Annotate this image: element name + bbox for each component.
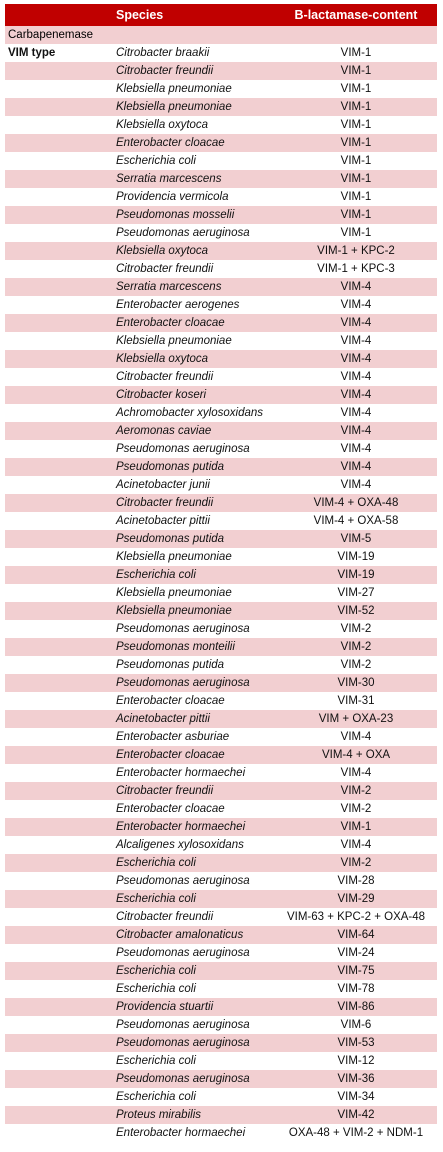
content-cell: VIM-4 bbox=[340, 281, 372, 293]
species-cell: Acinetobacter junii bbox=[116, 479, 210, 491]
species-cell: Klebsiella oxytoca bbox=[116, 353, 209, 365]
species-cell: Citrobacter koseri bbox=[116, 389, 207, 401]
table-row bbox=[5, 1070, 437, 1088]
group-cell bbox=[5, 818, 110, 836]
content-cell: VIM-1 bbox=[340, 83, 372, 95]
content-cell: VIM-4 bbox=[340, 335, 372, 347]
table-row bbox=[5, 152, 437, 170]
group-cell bbox=[5, 170, 110, 188]
table-row bbox=[5, 980, 437, 998]
table-row bbox=[5, 566, 437, 584]
content-cell: VIM-4 bbox=[340, 731, 372, 743]
table-row bbox=[5, 1124, 437, 1142]
content-cell: VIM-27 bbox=[337, 587, 375, 599]
group-cell bbox=[5, 1070, 110, 1088]
group-cell bbox=[5, 242, 110, 260]
species-cell: Klebsiella oxytoca bbox=[116, 119, 209, 131]
content-cell: VIM-24 bbox=[337, 947, 375, 959]
table-row bbox=[5, 620, 437, 638]
content-cell: VIM-5 bbox=[340, 533, 372, 545]
table-row bbox=[5, 80, 437, 98]
content-cell: VIM-64 bbox=[337, 929, 375, 941]
species-cell: Citrobacter freundii bbox=[116, 65, 214, 77]
table-row bbox=[5, 44, 437, 62]
group-cell bbox=[5, 332, 110, 350]
group-cell bbox=[5, 476, 110, 494]
table-row bbox=[5, 62, 437, 80]
species-cell: Achromobacter xylosoxidans bbox=[116, 407, 264, 419]
species-cell: Citrobacter braakii bbox=[116, 47, 210, 59]
species-cell: Providencia vermicola bbox=[116, 191, 229, 203]
group-cell bbox=[5, 890, 110, 908]
species-cell: Enterobacter cloacae bbox=[116, 137, 225, 149]
species-cell: Citrobacter freundii bbox=[116, 371, 214, 383]
table-row bbox=[5, 674, 437, 692]
table-row bbox=[5, 386, 437, 404]
species-cell: Enterobacter cloacae bbox=[116, 803, 225, 815]
group-cell bbox=[5, 494, 110, 512]
header-content: B-lactamase-content bbox=[294, 8, 418, 22]
species-cell: Pseudomonas monteilii bbox=[116, 641, 235, 653]
content-cell: VIM-52 bbox=[337, 605, 375, 617]
group-cell bbox=[5, 206, 110, 224]
table-row bbox=[5, 278, 437, 296]
species-cell: Proteus mirabilis bbox=[116, 1109, 201, 1121]
group-cell bbox=[5, 296, 110, 314]
table-row bbox=[5, 494, 437, 512]
table-row bbox=[5, 458, 437, 476]
table-row bbox=[5, 944, 437, 962]
group-cell bbox=[5, 98, 110, 116]
table-row bbox=[5, 890, 437, 908]
group-cell bbox=[5, 116, 110, 134]
table-row bbox=[5, 440, 437, 458]
table-row bbox=[5, 818, 437, 836]
content-cell: VIM-1 bbox=[340, 209, 372, 221]
table-row bbox=[5, 548, 437, 566]
species-cell: Pseudomonas mosselii bbox=[116, 209, 235, 221]
group-cell bbox=[5, 188, 110, 206]
table-row bbox=[5, 98, 437, 116]
species-cell: Pseudomonas aeruginosa bbox=[116, 947, 250, 959]
species-cell: Providencia stuartii bbox=[116, 1001, 214, 1013]
group-cell bbox=[5, 314, 110, 332]
table-row bbox=[5, 170, 437, 188]
group-cell bbox=[5, 440, 110, 458]
species-cell: Klebsiella pneumoniae bbox=[116, 101, 232, 113]
table-row bbox=[5, 710, 437, 728]
group-cell bbox=[5, 656, 110, 674]
content-cell: VIM-42 bbox=[337, 1109, 375, 1121]
group-cell bbox=[5, 134, 110, 152]
table-row bbox=[5, 332, 437, 350]
content-cell: VIM-4 bbox=[340, 371, 372, 383]
group-cell bbox=[5, 386, 110, 404]
table-row bbox=[5, 530, 437, 548]
content-cell: VIM-4 bbox=[340, 479, 372, 491]
content-cell: VIM-4 bbox=[340, 767, 372, 779]
table-row bbox=[5, 638, 437, 656]
content-cell: VIM-1 bbox=[340, 119, 372, 131]
species-cell: Klebsiella pneumoniae bbox=[116, 605, 232, 617]
group-cell bbox=[5, 764, 110, 782]
content-cell: VIM-1 + KPC-3 bbox=[317, 263, 395, 275]
content-cell: VIM-1 bbox=[340, 821, 372, 833]
species-cell: Pseudomonas aeruginosa bbox=[116, 1073, 250, 1085]
species-cell: Citrobacter freundii bbox=[116, 911, 214, 923]
table-row bbox=[5, 908, 437, 926]
species-cell: Klebsiella oxytoca bbox=[116, 245, 209, 257]
content-cell: VIM-2 bbox=[340, 857, 372, 869]
content-cell: VIM-2 bbox=[340, 659, 372, 671]
table-row bbox=[5, 602, 437, 620]
content-cell: VIM-1 bbox=[340, 191, 372, 203]
content-cell: VIM-31 bbox=[337, 695, 375, 707]
species-table bbox=[5, 4, 437, 1142]
species-cell: Enterobacter hormaechei bbox=[116, 821, 246, 833]
content-cell: VIM-63 + KPC-2 + OXA-48 bbox=[286, 911, 426, 923]
table-row bbox=[5, 512, 437, 530]
species-cell: Klebsiella pneumoniae bbox=[116, 83, 232, 95]
group-cell bbox=[5, 944, 110, 962]
content-cell: VIM-4 bbox=[340, 461, 372, 473]
content-cell: VIM-4 bbox=[340, 353, 372, 365]
group-cell bbox=[5, 728, 110, 746]
species-cell: Pseudomonas putida bbox=[116, 461, 225, 473]
species-cell: Aeromonas caviae bbox=[116, 425, 212, 437]
content-cell: VIM-2 bbox=[340, 641, 372, 653]
content-cell: VIM-1 bbox=[340, 101, 372, 113]
table-row bbox=[5, 1016, 437, 1034]
species-cell: Enterobacter hormaechei bbox=[116, 1127, 246, 1139]
group-cell bbox=[5, 260, 110, 278]
table-row bbox=[5, 764, 437, 782]
content-cell: VIM-2 bbox=[340, 803, 372, 815]
group-label: VIM type bbox=[8, 47, 56, 59]
species-cell: Pseudomonas putida bbox=[116, 533, 225, 545]
species-cell: Serratia marcescens bbox=[116, 281, 222, 293]
species-cell: Escherichia coli bbox=[116, 893, 196, 905]
species-cell: Pseudomonas putida bbox=[116, 659, 225, 671]
table-row bbox=[5, 800, 437, 818]
group-cell bbox=[5, 854, 110, 872]
group-cell bbox=[5, 584, 110, 602]
species-cell: Enterobacter hormaechei bbox=[116, 767, 246, 779]
header-blank-cell bbox=[5, 4, 110, 26]
group-cell bbox=[5, 692, 110, 710]
table-row bbox=[5, 188, 437, 206]
content-cell: VIM-6 bbox=[340, 1019, 372, 1031]
group-cell bbox=[5, 404, 110, 422]
species-cell: Klebsiella pneumoniae bbox=[116, 551, 232, 563]
species-cell: Pseudomonas aeruginosa bbox=[116, 443, 250, 455]
group-cell bbox=[5, 836, 110, 854]
group-cell bbox=[5, 512, 110, 530]
species-cell: Escherichia coli bbox=[116, 857, 196, 869]
table-row bbox=[5, 962, 437, 980]
table-row bbox=[5, 368, 437, 386]
content-cell: VIM-1 bbox=[340, 65, 372, 77]
content-cell: VIM-2 bbox=[340, 623, 372, 635]
group-cell bbox=[5, 224, 110, 242]
table-row bbox=[5, 1106, 437, 1124]
content-cell: VIM-1 + KPC-2 bbox=[317, 245, 395, 257]
species-cell: Pseudomonas aeruginosa bbox=[116, 227, 250, 239]
group-cell bbox=[5, 746, 110, 764]
species-cell: Klebsiella pneumoniae bbox=[116, 587, 232, 599]
table-row bbox=[5, 584, 437, 602]
species-cell: Enterobacter cloacae bbox=[116, 317, 225, 329]
content-cell: VIM-4 bbox=[340, 425, 372, 437]
species-cell: Pseudomonas aeruginosa bbox=[116, 875, 250, 887]
content-cell: VIM-4 bbox=[340, 299, 372, 311]
species-cell: Escherichia coli bbox=[116, 983, 196, 995]
table-row bbox=[5, 728, 437, 746]
content-cell: VIM-36 bbox=[337, 1073, 375, 1085]
content-cell: VIM-75 bbox=[337, 965, 375, 977]
content-cell: OXA-48 + VIM-2 + NDM-1 bbox=[288, 1127, 424, 1139]
species-cell: Pseudomonas aeruginosa bbox=[116, 677, 250, 689]
group-cell bbox=[5, 530, 110, 548]
group-cell bbox=[5, 800, 110, 818]
table-row bbox=[5, 782, 437, 800]
group-cell bbox=[5, 674, 110, 692]
group-cell bbox=[5, 602, 110, 620]
content-cell: VIM-2 bbox=[340, 785, 372, 797]
group-cell bbox=[5, 422, 110, 440]
species-cell: Citrobacter freundii bbox=[116, 263, 214, 275]
group-cell bbox=[5, 980, 110, 998]
group-cell bbox=[5, 962, 110, 980]
species-cell: Serratia marcescens bbox=[116, 173, 222, 185]
content-cell: VIM-86 bbox=[337, 1001, 375, 1013]
table-row bbox=[5, 926, 437, 944]
group-cell bbox=[5, 1016, 110, 1034]
content-cell: VIM-1 bbox=[340, 155, 372, 167]
content-cell: VIM-12 bbox=[337, 1055, 375, 1067]
group-cell bbox=[5, 1124, 110, 1142]
table-row bbox=[5, 1052, 437, 1070]
content-cell: VIM-78 bbox=[337, 983, 375, 995]
group-cell bbox=[5, 1106, 110, 1124]
group-cell bbox=[5, 872, 110, 890]
content-cell: VIM-4 bbox=[340, 407, 372, 419]
group-cell bbox=[5, 1034, 110, 1052]
table-row bbox=[5, 296, 437, 314]
group-cell bbox=[5, 152, 110, 170]
table-row bbox=[5, 746, 437, 764]
group-cell bbox=[5, 620, 110, 638]
species-cell: Escherichia coli bbox=[116, 1091, 196, 1103]
content-cell: VIM-4 + OXA bbox=[321, 749, 391, 761]
species-cell: Acinetobacter pittii bbox=[116, 713, 210, 725]
group-cell bbox=[5, 998, 110, 1016]
content-cell: VIM-1 bbox=[340, 47, 372, 59]
species-cell: Pseudomonas aeruginosa bbox=[116, 1037, 250, 1049]
species-cell: Enterobacter cloacae bbox=[116, 695, 225, 707]
species-cell: Citrobacter amalonaticus bbox=[116, 929, 244, 941]
group-cell bbox=[5, 710, 110, 728]
content-cell: VIM-28 bbox=[337, 875, 375, 887]
species-cell: Klebsiella pneumoniae bbox=[116, 335, 232, 347]
category-row: Carbapenemase bbox=[5, 26, 437, 44]
table-row bbox=[5, 1034, 437, 1052]
content-cell: VIM-29 bbox=[337, 893, 375, 905]
header-species: Species bbox=[116, 8, 164, 22]
table-row bbox=[5, 206, 437, 224]
table-row bbox=[5, 854, 437, 872]
content-cell: VIM-1 bbox=[340, 227, 372, 239]
content-cell: VIM-4 bbox=[340, 443, 372, 455]
table-row bbox=[5, 350, 437, 368]
group-cell bbox=[5, 350, 110, 368]
species-cell: Pseudomonas aeruginosa bbox=[116, 623, 250, 635]
species-cell: Citrobacter freundii bbox=[116, 785, 214, 797]
species-cell: Escherichia coli bbox=[116, 155, 196, 167]
species-cell: Enterobacter cloacae bbox=[116, 749, 225, 761]
group-cell bbox=[5, 1052, 110, 1070]
content-cell: VIM-4 bbox=[340, 389, 372, 401]
table-row bbox=[5, 404, 437, 422]
group-cell bbox=[5, 908, 110, 926]
content-cell: VIM-4 + OXA-58 bbox=[313, 515, 399, 527]
table-row bbox=[5, 224, 437, 242]
table-row bbox=[5, 476, 437, 494]
table-row bbox=[5, 998, 437, 1016]
table-row bbox=[5, 656, 437, 674]
content-cell: VIM-4 bbox=[340, 839, 372, 851]
table-row bbox=[5, 242, 437, 260]
group-cell bbox=[5, 62, 110, 80]
table-row bbox=[5, 260, 437, 278]
species-cell: Escherichia coli bbox=[116, 569, 196, 581]
species-cell: Enterobacter asburiae bbox=[116, 731, 230, 743]
table-row bbox=[5, 134, 437, 152]
group-cell bbox=[5, 1088, 110, 1106]
content-cell: VIM-1 bbox=[340, 173, 372, 185]
group-cell bbox=[5, 278, 110, 296]
table-row bbox=[5, 692, 437, 710]
group-cell bbox=[5, 368, 110, 386]
table-row bbox=[5, 1088, 437, 1106]
group-cell bbox=[5, 782, 110, 800]
group-cell bbox=[5, 458, 110, 476]
group-cell bbox=[5, 80, 110, 98]
content-cell: VIM-1 bbox=[340, 137, 372, 149]
group-cell bbox=[5, 638, 110, 656]
content-cell: VIM-34 bbox=[337, 1091, 375, 1103]
group-cell bbox=[5, 548, 110, 566]
species-cell: Acinetobacter pittii bbox=[116, 515, 210, 527]
species-cell: Enterobacter aerogenes bbox=[116, 299, 240, 311]
content-cell: VIM-19 bbox=[337, 551, 375, 563]
content-cell: VIM-53 bbox=[337, 1037, 375, 1049]
group-cell bbox=[5, 566, 110, 584]
table-row bbox=[5, 422, 437, 440]
table-body bbox=[5, 44, 437, 1142]
table-header bbox=[5, 4, 437, 26]
species-cell: Alcaligenes xylosoxidans bbox=[116, 839, 244, 851]
table-row bbox=[5, 872, 437, 890]
content-cell: VIM-30 bbox=[337, 677, 375, 689]
content-cell: VIM-4 bbox=[340, 317, 372, 329]
species-cell: Escherichia coli bbox=[116, 965, 196, 977]
table-row bbox=[5, 314, 437, 332]
species-cell: Escherichia coli bbox=[116, 1055, 196, 1067]
table-row bbox=[5, 116, 437, 134]
species-cell: Pseudomonas aeruginosa bbox=[116, 1019, 250, 1031]
content-cell: VIM + OXA-23 bbox=[318, 713, 394, 725]
group-cell bbox=[5, 926, 110, 944]
content-cell: VIM-4 + OXA-48 bbox=[313, 497, 399, 509]
species-cell: Citrobacter freundii bbox=[116, 497, 214, 509]
table-row bbox=[5, 836, 437, 854]
content-cell: VIM-19 bbox=[337, 569, 375, 581]
